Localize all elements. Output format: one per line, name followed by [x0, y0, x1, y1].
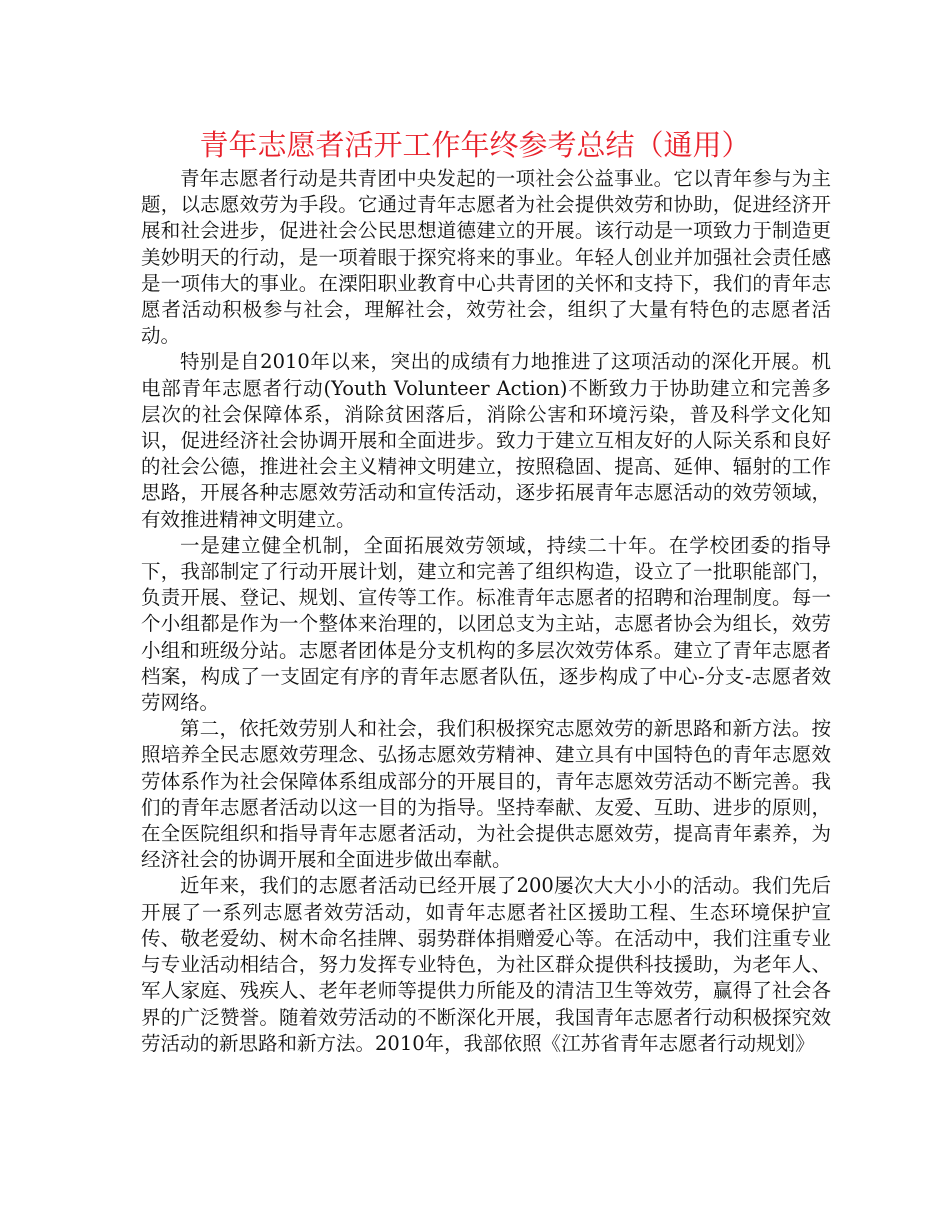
paragraph-recent-years: 近年来，我们的志愿者活动已经开展了200屡次大大小小的活动。我们先后开展了一系列志愿者效劳活动，如青年志愿者社区援助工程、生态环境保护宣传、敬老爱幼、树木命名挂牌、弱势群体捐赠爱心等。在活动中，我们注重专业与专业活动相结合，努力发挥专业特色，为社区群众提供科技援助，为老年人、军人家庭、残疾人、老年老师等提供力所能及的清洁卫生等效劳，赢得了社会各界的广泛赞誉。随着效劳活动的不断深化开展，我国青年志愿者行动积极探究效劳活动的新思路和新方法。2010年，我部依照《江苏省青年志愿者行动规划》 — [141, 874, 831, 1055]
paragraph-intro: 青年志愿者行动是共青团中央发起的一项社会公益事业。它以青年参与为主题，以志愿效劳为手段。它通过青年志愿者为社会提供效劳和协助，促进经济开展和社会进步，促进社会公民思想道德建立的开展。该行动是一项致力于制造更美妙明天的行动，是一项着眼于探究将来的事业。年轻人创业并加强社会责任感是一项伟大的事业。在溧阳职业教育中心共青团的关怀和支持下，我们的青年志愿者活动积极参与社会，理解社会，效劳社会，组织了大量有特色的志愿者活动。 — [141, 167, 831, 348]
paragraph-new-methods: 第二，依托效劳别人和社会，我们积极探究志愿效劳的新思路和新方法。按照培养全民志愿效劳理念、弘扬志愿效劳精神、建立具有中国特色的青年志愿效劳体系作为社会保障体系组成部分的开展目的，青年志愿效劳活动不断完善。我们的青年志愿者活动以这一目的为指导。坚持奉献、友爱、互助、进步的原则，在全医院组织和指导青年志愿者活动，为社会提供志愿效劳，提高青年素养，为经济社会的协调开展和全面进步做出奉献。 — [141, 717, 831, 872]
document-title: 青年志愿者活开工作年终参考总结（通用） — [199, 128, 751, 162]
paragraph-mechanism: 一是建立健全机制，全面拓展效劳领域，持续二十年。在学校团委的指导下，我部制定了行动开展计划，建立和完善了组织构造，设立了一批职能部门，负责开展、登记、规划、宣传等工作。标准青年志愿者的招聘和治理制度。每一个小组都是作为一个整体来治理的，以团总支为主站，志愿者协会为组长，效劳小组和班级分站。志愿者团体是分支机构的多层次效劳体系。建立了青年志愿者档案，构成了一支固定有序的青年志愿者队伍，逐步构成了中心-分支-志愿者效劳网络。 — [141, 533, 831, 715]
paragraph-since-2010: 特别是自2010年以来，突出的成绩有力地推进了这项活动的深化开展。机电部青年志愿者行动(Youth Volunteer Action)不断致力于协助建立和完善多层次的社会保障体系，消除贫困落后，消除公害和环境污染，普及科学文化知识，促进经济社会协调开展和全面进步。致力于建立互相友好的人际关系和良好的社会公德，推进社会主义精神文明建立，按照稳固、提高、延伸、辐射的工作思路，开展各种志愿效劳活动和宣传活动，逐步拓展青年志愿活动的效劳领域，有效推进精神文明建立。 — [141, 350, 831, 531]
document-body — [141, 166, 831, 1057]
